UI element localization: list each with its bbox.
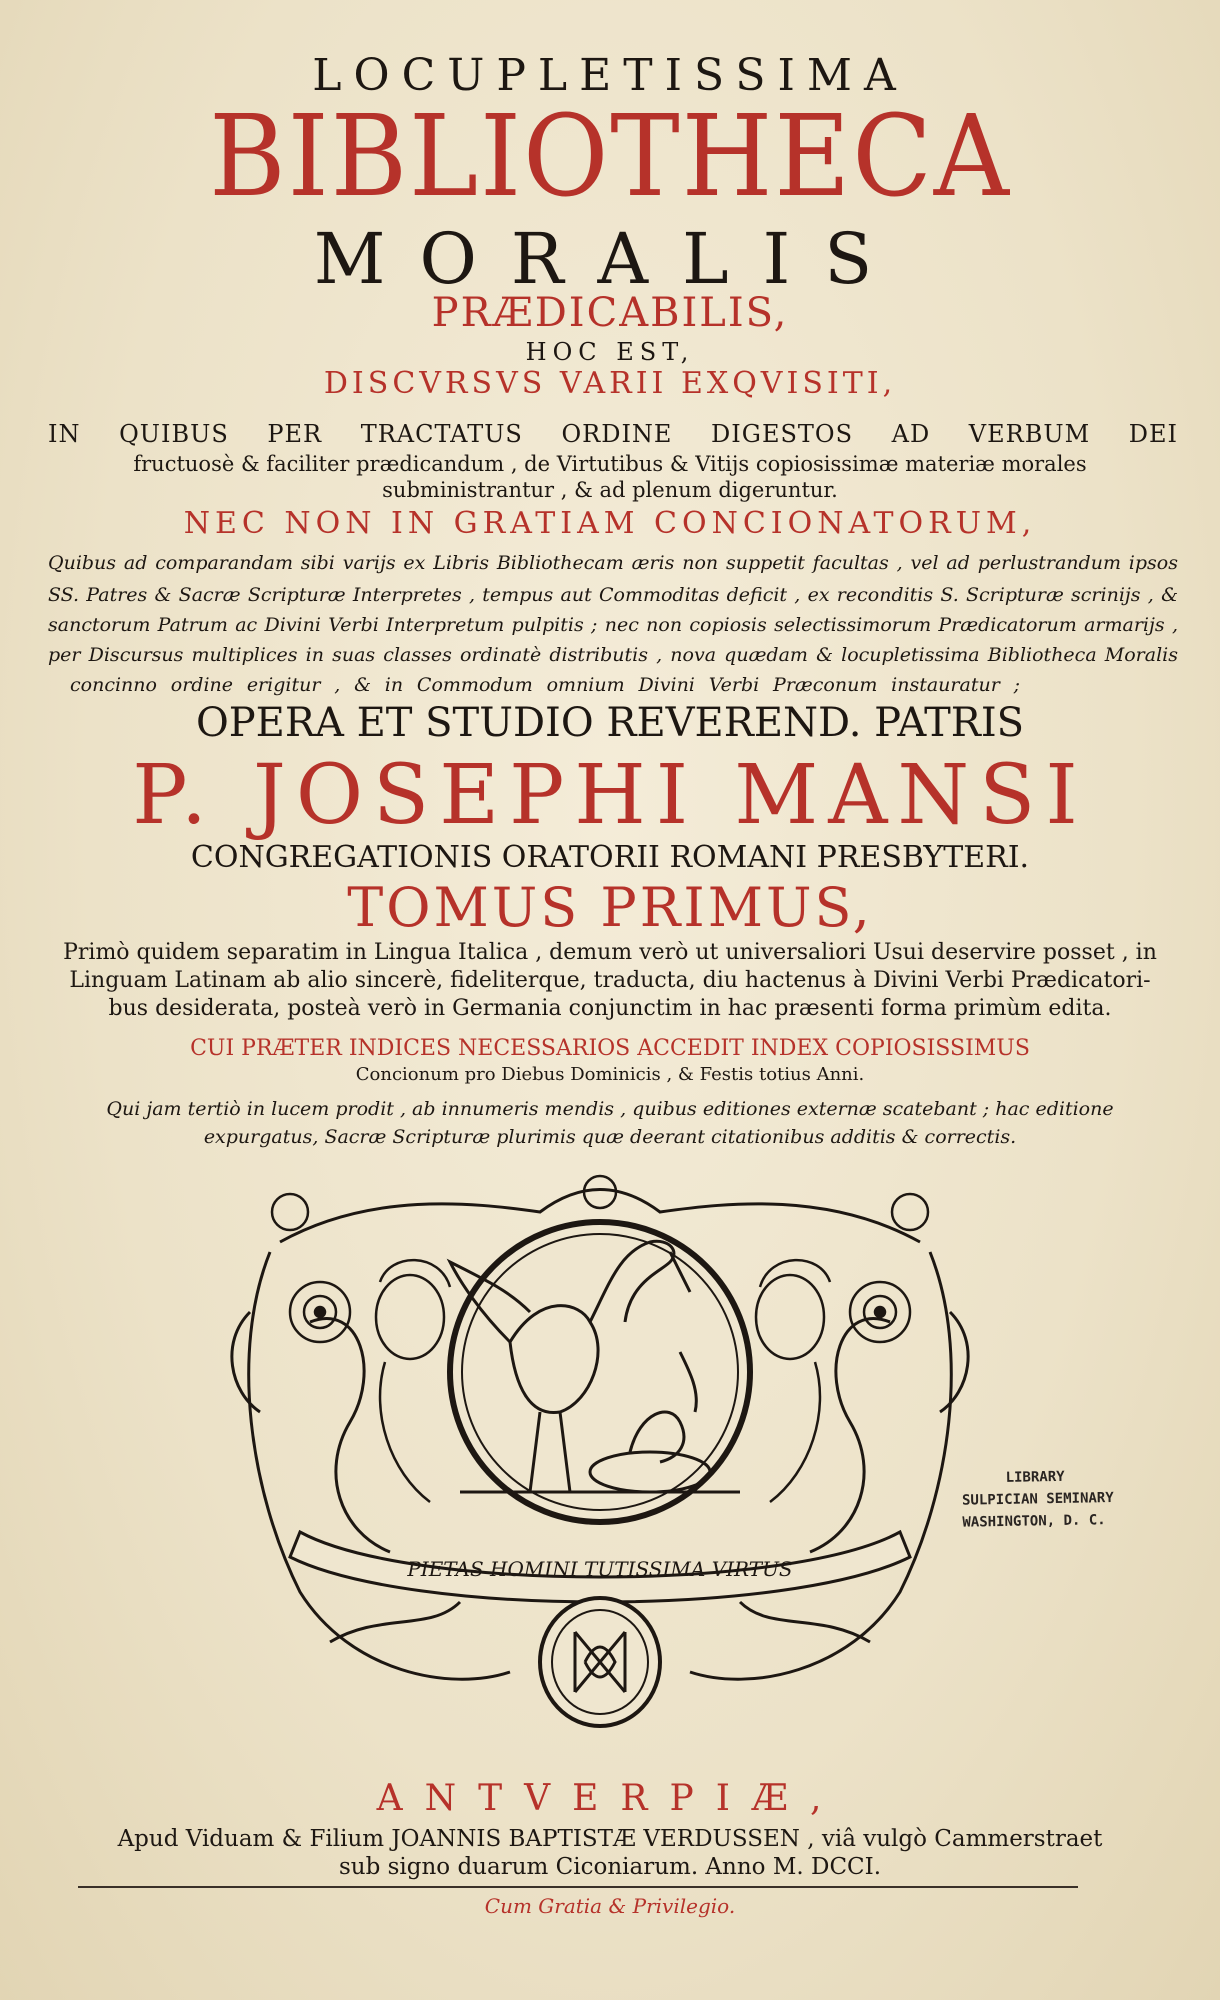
title-line-bibliotheca: BIBLIOTHECA: [209, 92, 1011, 222]
library-stamp-line-2: SULPICIAN SEMINARY: [961, 1490, 1114, 1509]
edition-line-1: Qui jam tertiò in lucem prodit , ab innumeris mendis , quibus editiones externæ scatebant ; hac editione: [106, 1098, 1114, 1120]
imprint-city: ANTVERPIÆ,: [376, 1778, 844, 1819]
title-line-hoc-est: HOC EST,: [525, 338, 695, 366]
title-line-praedicabilis: PRÆDICABILIS,: [431, 290, 789, 336]
imprint-rule: [78, 1886, 1078, 1888]
library-stamp-line-3: WASHINGTON, D. C.: [962, 1512, 1106, 1531]
nec-non-line-5: concinno ordine erigitur , & in Commodum omnium Divini Verbi Præconum instauratur ;: [70, 674, 1020, 696]
nec-non-line-2: SS. Patres & Sacræ Scripturæ Interpretes , tempus aut Commoditas deficit , ex reconditis S. Scripturæ scrinijs , &: [48, 584, 1178, 606]
description-line-3: subministrantur , & ad plenum digeruntur.: [382, 478, 838, 502]
library-stamp: [961, 1464, 1152, 1533]
title-line-locupletissima: LOCUPLETISSIMA: [312, 50, 908, 101]
congregation-line: CONGREGATIONIS ORATORII ROMANI PRESBYTERI.: [190, 840, 1030, 875]
emblem-motto: PIETAS HOMINI TUTISSIMA VIRTUS: [407, 1557, 793, 1581]
volume-line-1: Primò quidem separatim in Lingua Italica , demum verò ut universaliori Usui deservire posset , in: [63, 940, 1157, 965]
index-line-2: Concionum pro Diebus Dominicis , & Festis totius Anni.: [355, 1064, 865, 1085]
nec-non-line-4: per Discursus multiplices in suas classes ordinatè distributis , nova quædam & locupletissima Bibliotheca Moralis: [48, 644, 1178, 666]
privilege-line: Cum Gratia & Privilegio.: [484, 1894, 736, 1918]
volume-line-2: Linguam Latinam ab alio sincerè, fideliterque, traducta, diu hactenus à Divini Verbi Prædicatori-: [69, 968, 1151, 993]
imprint-line-1: Apud Viduam & Filium JOANNIS BAPTISTÆ VERDUSSEN , viâ vulgò Cammerstraet: [117, 1826, 1103, 1852]
description-line-2: fructuosè & faciliter prædicandum , de Virtutibus & Vitijs copiosissimæ materiæ morales: [133, 452, 1087, 476]
edition-line-2: expurgatus, Sacræ Scripturæ plurimis quæ deerant citationibus additis & correctis.: [203, 1126, 1017, 1148]
index-line-1: CUI PRÆTER INDICES NECESSARIOS ACCEDIT INDEX COPIOSISSIMUS: [190, 1036, 1030, 1061]
author-name: P. JOSEPHI MANSI: [132, 748, 1088, 843]
printers-emblem: [210, 1172, 990, 1732]
nec-non-line-1: Quibus ad comparandam sibi varijs ex Libris Bibliothecam æris non suppetit facultas , vel ad perlustrandum ipsos: [48, 552, 1178, 574]
description-line-1: IN QUIBUS PER TRACTATUS ORDINE DIGESTOS AD VERBUM DEI: [48, 420, 1178, 448]
opera-line: OPERA ET STUDIO REVEREND. PATRIS: [195, 700, 1025, 746]
nec-non-line-3: sanctorum Patrum ac Divini Verbi Interpretum pulpitis ; nec non copiosis selectissimorum Prædicatorum armarijs ,: [48, 614, 1178, 636]
library-stamp-line-1: LIBRARY: [1005, 1468, 1065, 1486]
tomus-primus: TOMUS PRIMUS,: [347, 876, 873, 939]
volume-line-3: bus desiderata, posteà verò in Germania conjunctim in hac præsenti forma primùm edita.: [108, 996, 1112, 1021]
nec-non-heading: NEC NON IN GRATIAM CONCIONATORUM,: [183, 506, 1037, 541]
imprint-line-2: sub signo duarum Ciconiarum. Anno M. DCCI.: [338, 1854, 882, 1880]
title-line-discursus: DISCVRSVS VARII EXQVISITI,: [323, 366, 897, 401]
title-line-moralis: MORALIS: [313, 218, 907, 300]
